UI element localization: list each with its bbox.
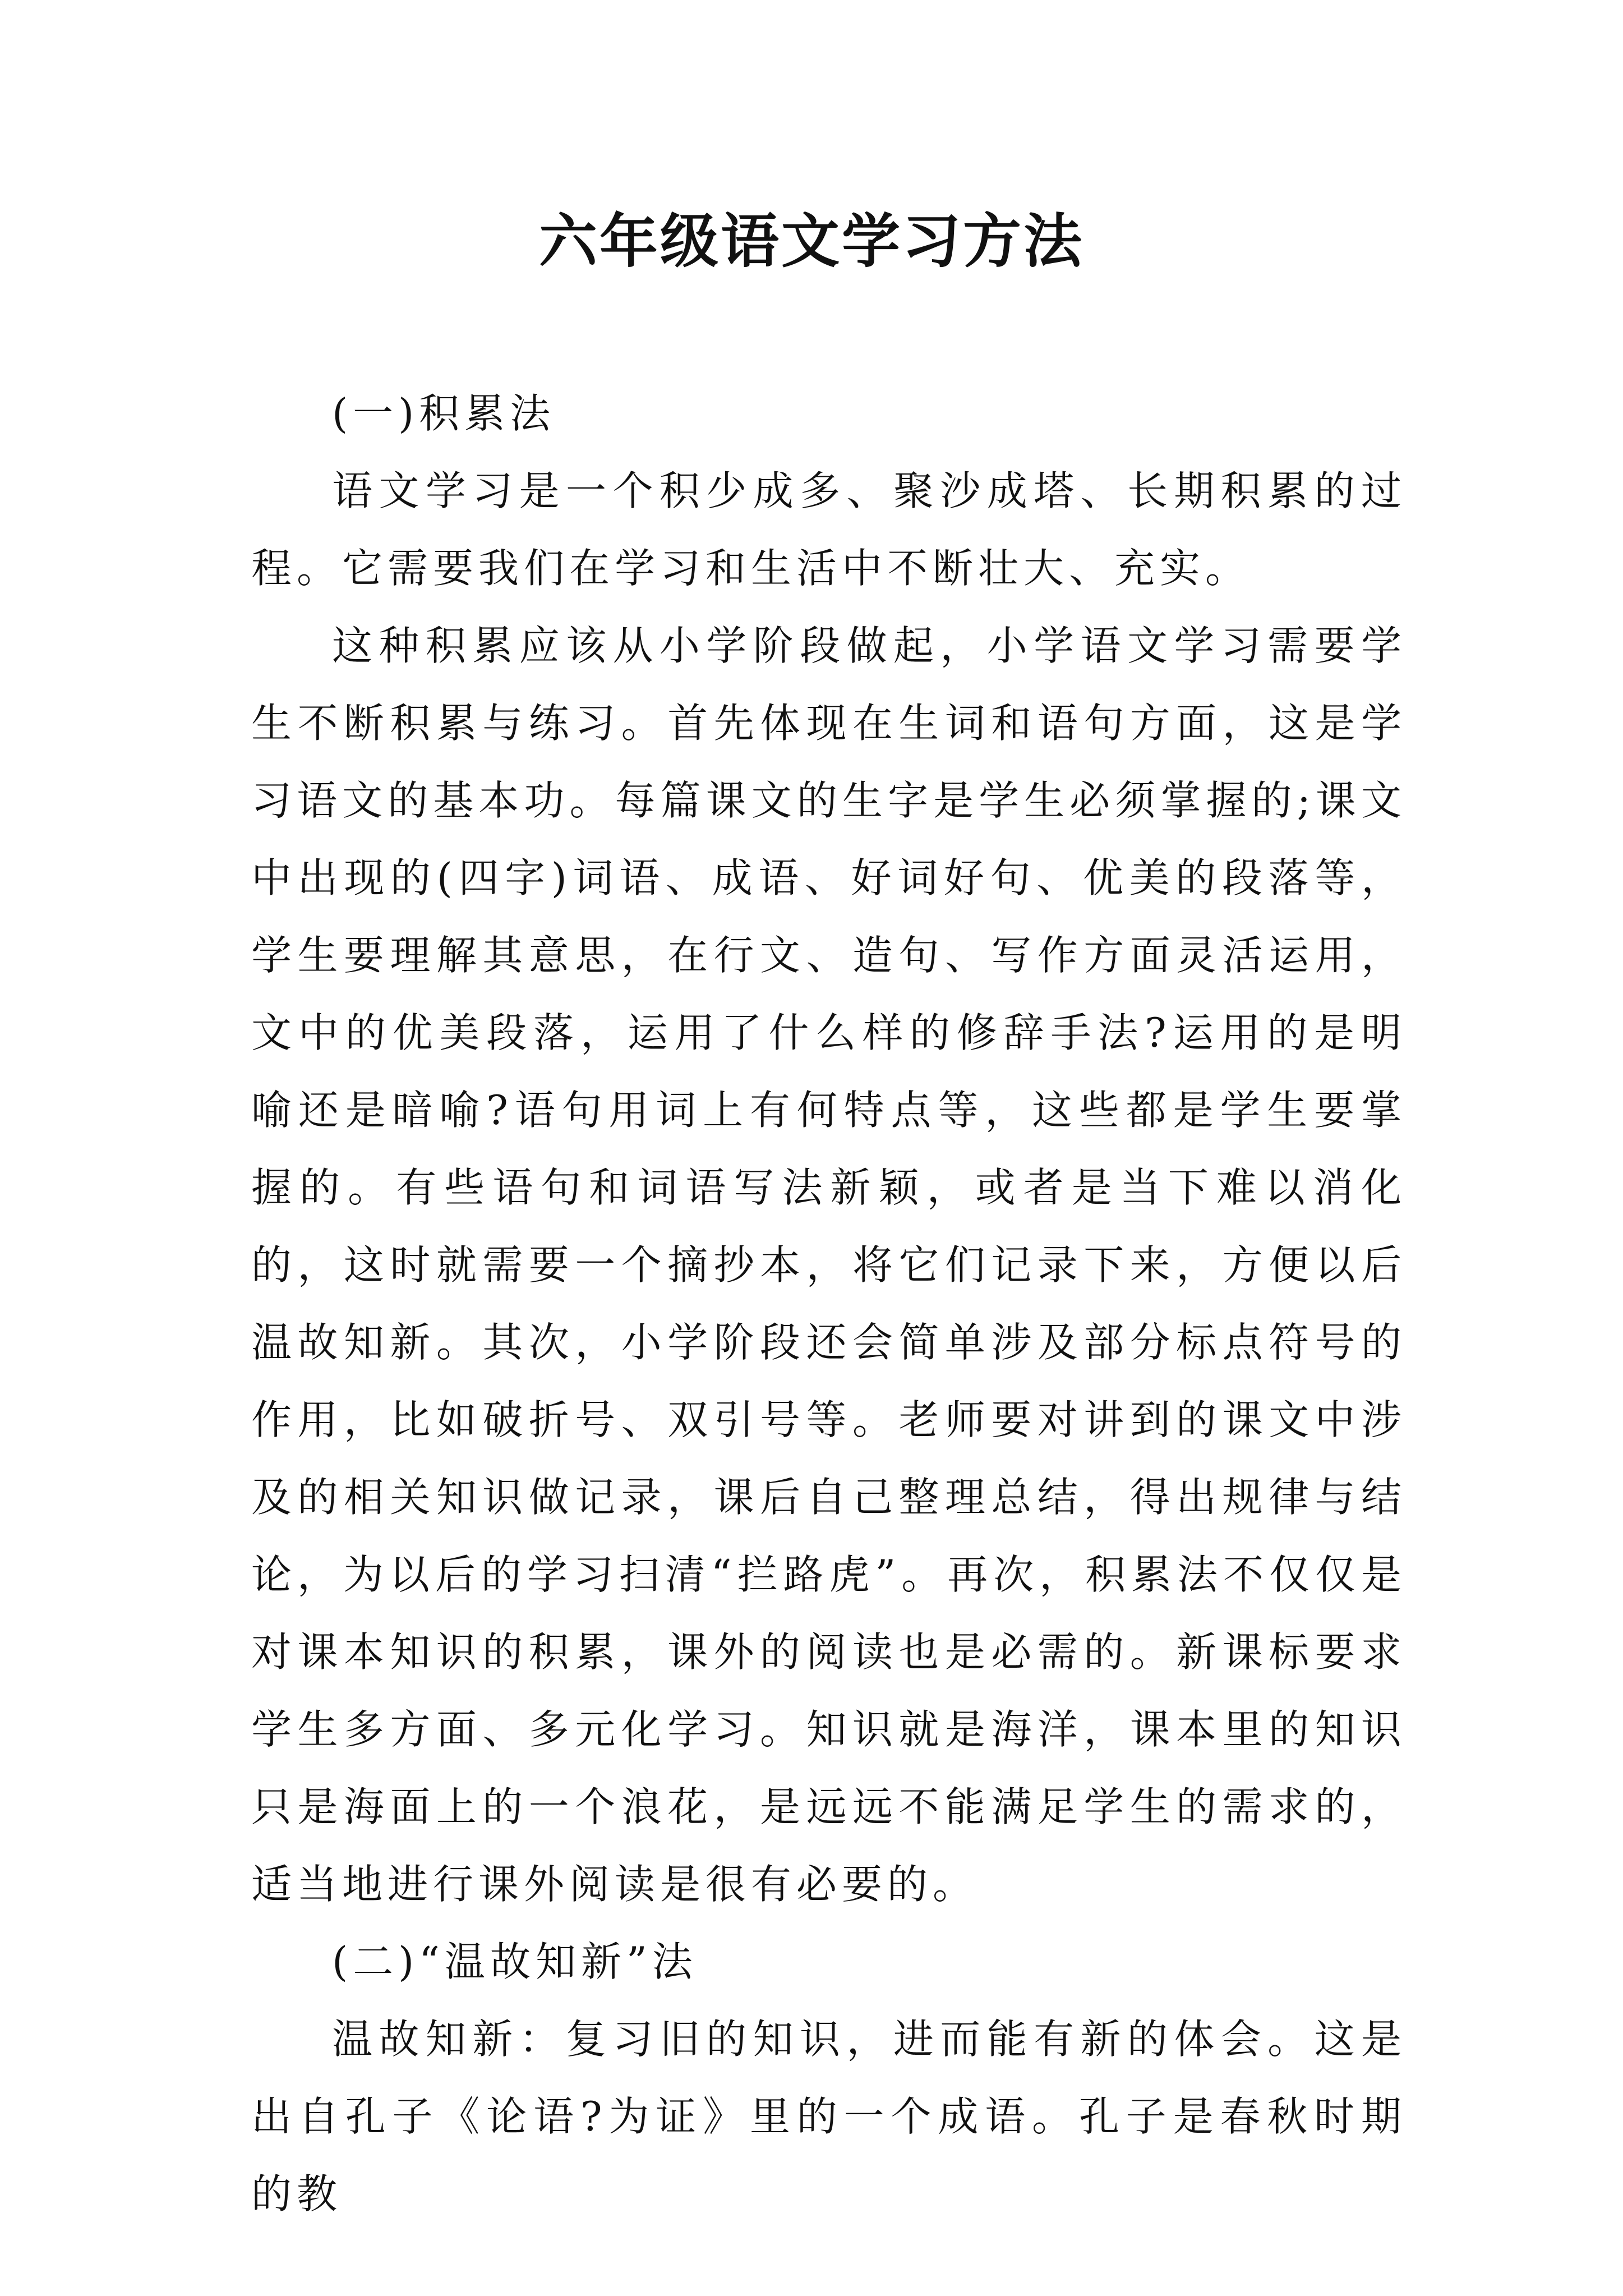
document-body bbox=[251, 375, 1407, 2233]
section-heading-review: (二)“温故知新”法 bbox=[332, 1938, 698, 1985]
body-paragraph: 语文学习是一个积少成多、聚沙成塔、长期积累的过程。它需要我们在学习和生活中不断壮大、充实。 bbox=[251, 467, 1407, 592]
body-paragraph: 温故知新：复习旧的知识，进而能有新的体会。这是出自孔子《论语?为证》里的一个成语。孔子是春秋时期的教 bbox=[251, 2016, 1407, 2217]
section-heading-accumulation: (一)积累法 bbox=[332, 390, 556, 437]
body-paragraph: 这种积累应该从小学阶段做起，小学语文学习需要学生不断积累与练习。首先体现在生词和语句方面，这是学习语文的基本功。每篇课文的生字是学生必须掌握的;课文中出现的(四字)词语、成语、好词好句、优美的段落等，学生要理解其意思，在行文、造句、写作方面灵活运用，文中的优美段落，运用了什么样的修辞手法?运用的是明喻还是暗喻?语句用词上有何特点等，这些都是学生要掌握的。有些语句和词语写法新颖，或者是当下难以消化的，这时就需要一个摘抄本，将它们记录下来，方便以后温故知新。其次，小学阶段还会简单涉及部分标点符号的作用，比如破折号、双引号等。老师要对讲到的课文中涉及的相关知识做记录，课后自己整理总结，得出规律与结论，为以后的学习扫清“拦路虎”。再次，积累法不仅仅是对课本知识的积累，课外的阅读也是必需的。新课标要求学生多方面、多元化学习。知识就是海洋，课本里的知识只是海面上的一个浪花，是远远不能满足学生的需求的，适当地进行课外阅读是很有必要的。 bbox=[251, 622, 1407, 1908]
document-title: 六年级语文学习方法 bbox=[538, 206, 1084, 275]
